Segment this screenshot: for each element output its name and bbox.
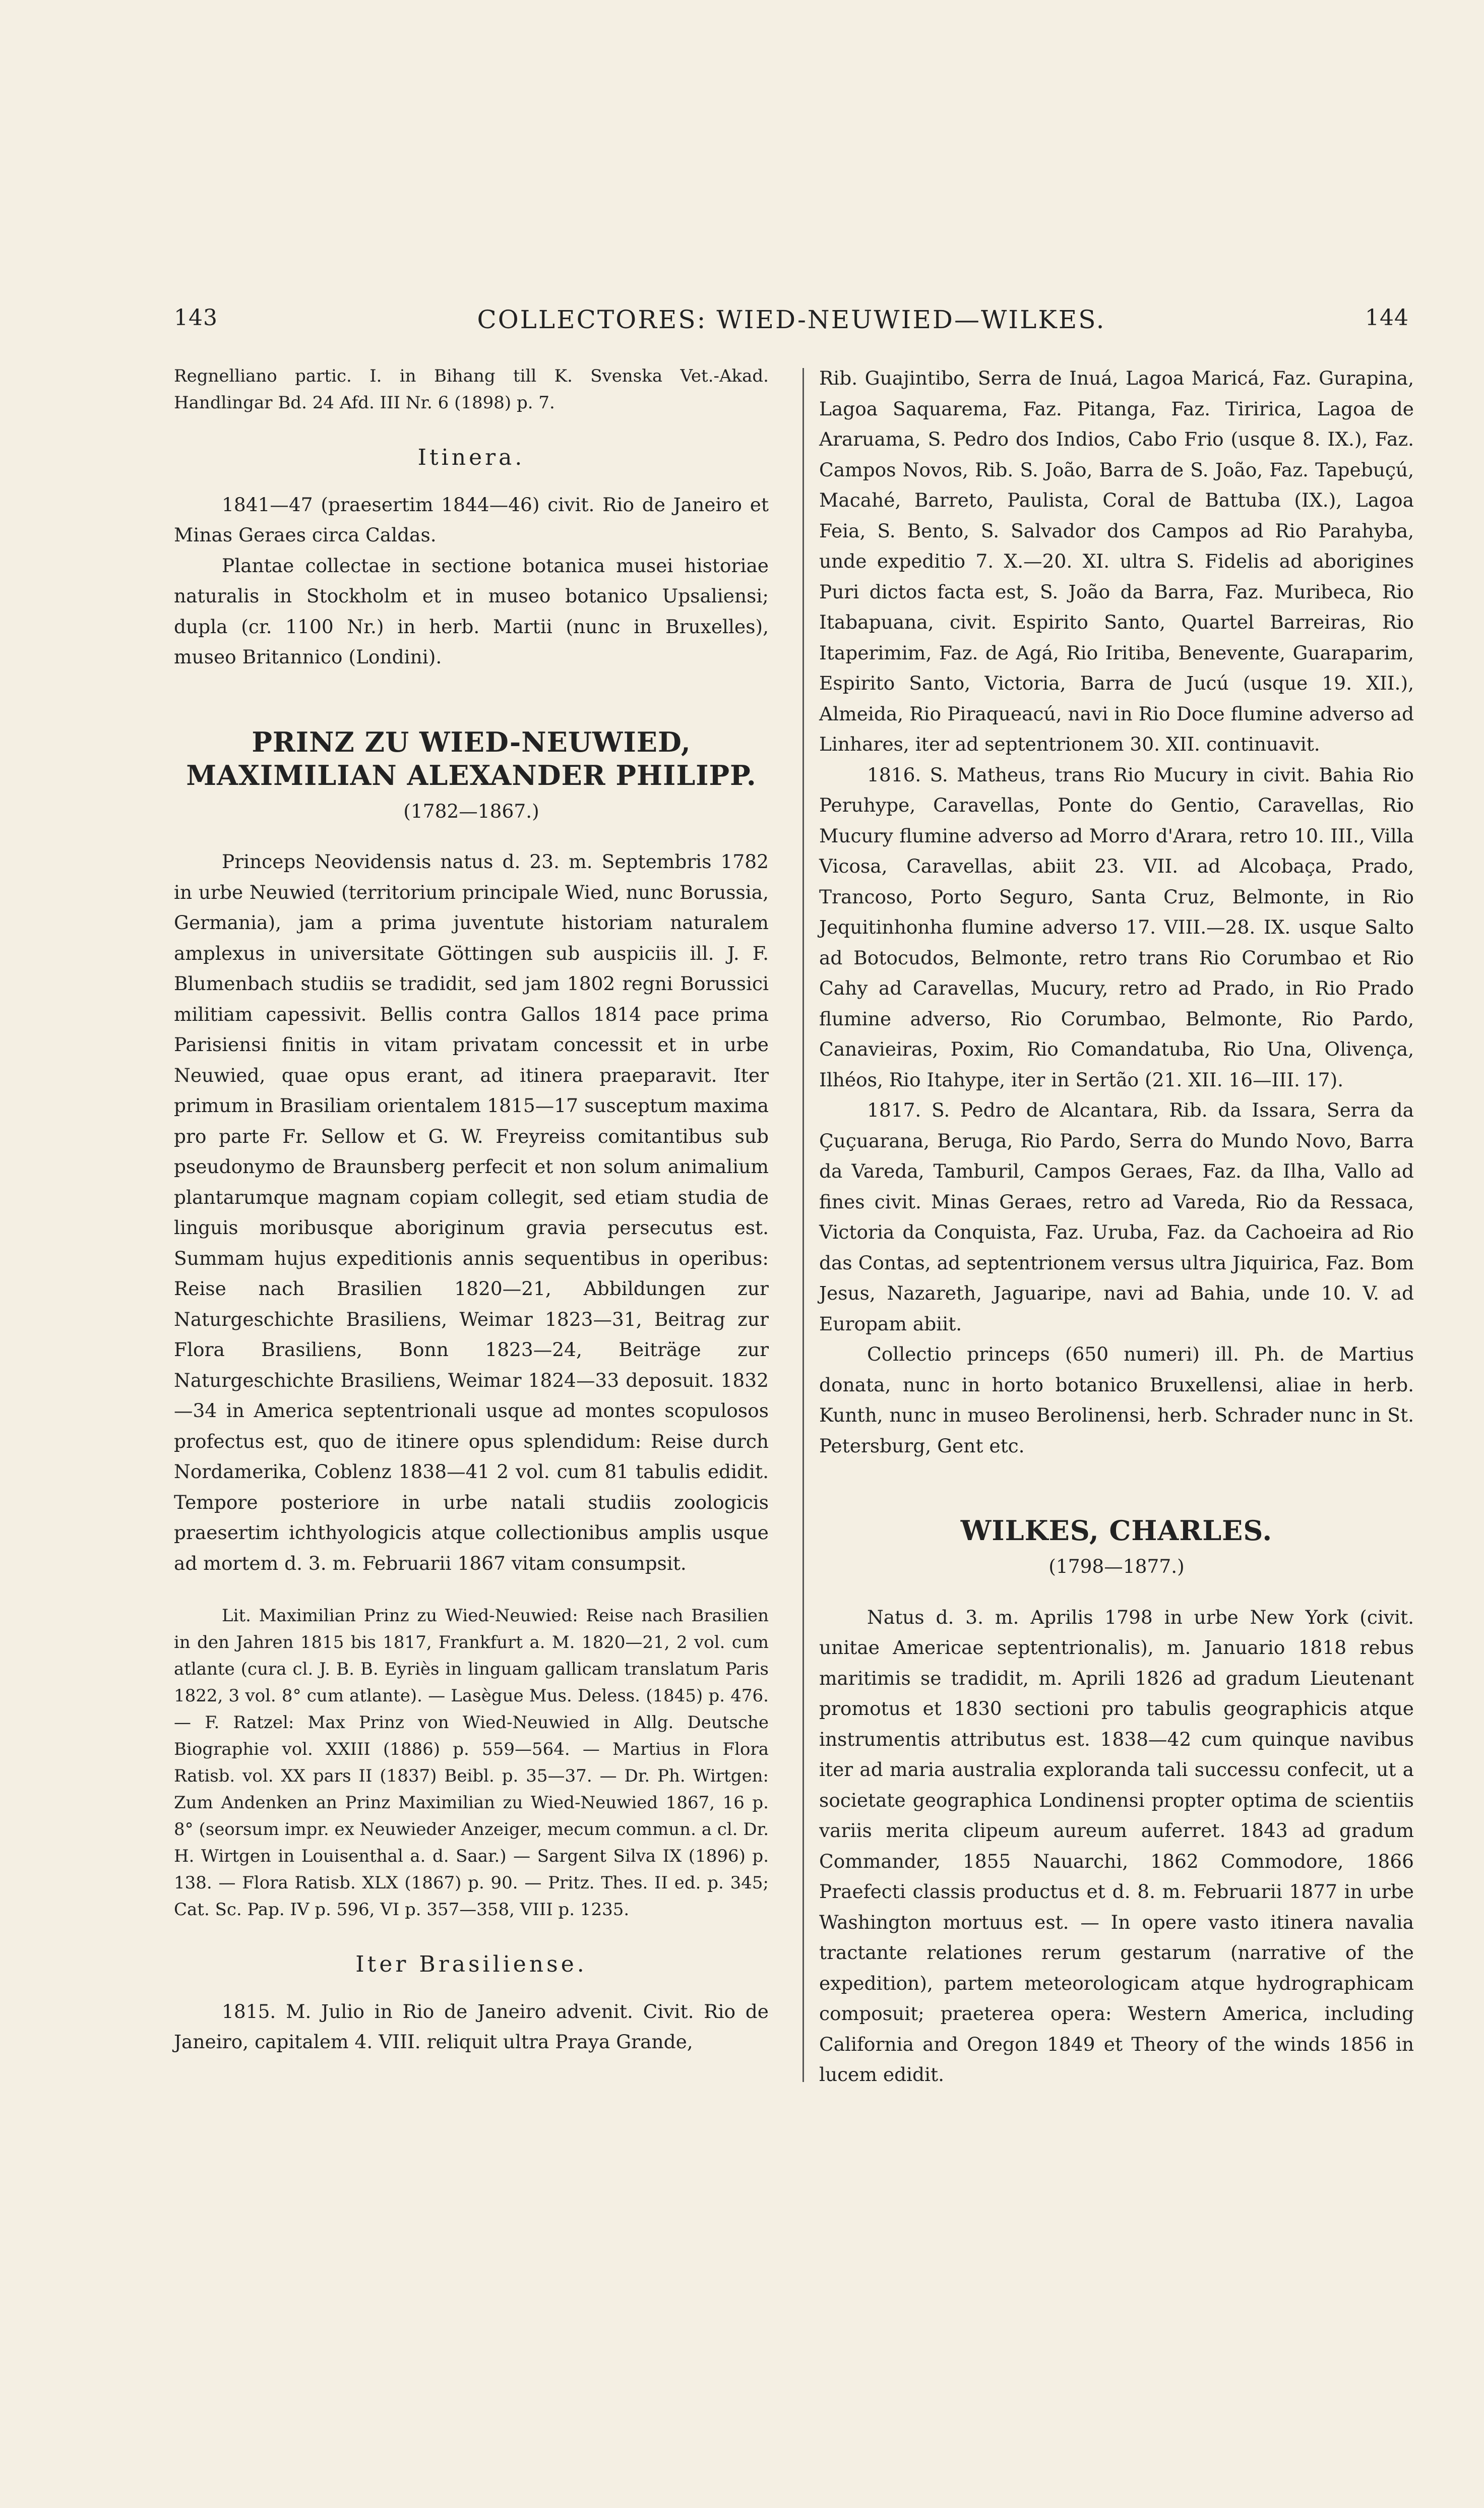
wied-section-title: PRINZ ZU WIED-NEUWIED, MAXIMILIAN ALEXANDER PHILIPP. bbox=[186, 725, 757, 791]
running-title: COLLECTORES: WIED-NEUWIED—WILKES. bbox=[477, 305, 1106, 334]
iter-1816: 1816. S. Matheus, trans Rio Mucury in civit. Bahia Rio Peruhype, Caravellas, Ponte do Gentio, Caravellas, Rio Mucury flumine adverso ad Morro d'Arara, retro 10. III., Villa Vicosa, Caravellas, abiit 23. VII. ad Alcobaça, Prado, Trancoso, Porto Seguro, Santa Cruz, Belmonte, in Rio Jequitinhonha flumine adverso 17. VIII.—28. IX. usque Salto ad Botocudos, Belmonte, retro trans Rio Corumbao et Rio Cahy ad Caravellas, Mucury, retro ad Prado, in Rio Prado flumine adverso, Rio Corumbao, Belmonte, Rio Pardo, Canavieiras, Poxim, Rio Comandatuba, Rio Una, Olivença, Ilhéos, Rio Itahype, iter in Sertão (21. XII. 16—III. 17). bbox=[819, 763, 1414, 1091]
left-column bbox=[174, 363, 769, 2057]
wied-biography: Princeps Neovidensis natus d. 23. m. Septembris 1782 in urbe Neuwied (territorium principale Wied, nunc Borussia, Germania), jam a prima juventute historiam naturalem amplexus in universitate Göttingen sub auspiciis ill. J. F. Blumenbach studiis se tradidit, sed jam 1802 regni Borussici militiam capessivit. Bellis contra Gallos 1814 pace prima Parisiensi finitis in vitam privatam concessit et in urbe Neuwied, quae opus erant, ad itinera praeparavit. Iter primum in Brasiliam orientalem 1815—17 susceptum maxima pro parte Fr. Sellow et G. W. Freyreiss comitantibus sub pseudonymo de Braunsberg perfecit et non solum animalium plantarumque magnam copiam collegit, sed etiam studia de linguis moribusque aboriginum gravia persecutus est. Summam hujus expeditionis annis sequentibus in operibus: Reise nach Brasilien 1820—21, Abbildungen zur Naturgeschichte Brasiliens, Weimar 1823—31, Beitrag zur Flora Brasiliens, Bonn 1823—24, Beiträge zur Naturgeschichte Brasiliens, Weimar 1824—33 deposuit. 1832—34 in America septentrionali usque ad montes scopulosos profectus est, quo de itinere opus splendidum: Reise durch Nordamerika, Coblenz 1838—41 2 vol. cum 81 tabulis edidit. Tempore posteriore in urbe natali studiis zoologicis praesertim ichthyologicis atque collectionibus amplis usque ad mortem d. 3. m. Februarii 1867 vitam consumpsit. bbox=[174, 850, 769, 1574]
wied-literature: Lit. Maximilian Prinz zu Wied-Neuwied: Reise nach Brasilien in den Jahren 1815 bis 1817, Frankfurt a. M. 1820—21, 2 vol. cum atlante (cura cl. J. B. B. Eyriès in linguam gallicam translatum Paris 1822, 3 vol. 8° cum atlante). — Lasègue Mus. Deless. (1845) p. 476. — F. Ratzel: Max Prinz von Wied-Neuwied in Allg. Deutsche Biographie vol. XXIII (1886) p. 559—564. — Martius in Flora Ratisb. vol. XX pars II (1837) Beibl. p. 35—37. — Dr. Ph. Wirtgen: Zum Andenken an Prinz Maximilian zu Wied-Neuwied 1867, 16 p. 8° (seorsum impr. ex Neuwieder Anzeiger, mecum commun. a cl. Dr. H. Wirtgen in Louisenthal a. d. Saar.) — Sargent Silva IX (1896) p. 138. — Flora Ratisb. XLX (1867) p. 90. — Pritz. Thes. II ed. p. 345; Cat. Sc. Pap. IV p. 596, VI p. 357—358, VIII p. 1235. bbox=[174, 1606, 769, 1920]
itinera-heading: Itinera. bbox=[417, 445, 525, 470]
wilkes-dates: (1798—1877.) bbox=[1048, 1555, 1185, 1577]
itinera-paragraph-1: 1841—47 (praesertim 1844—46) civit. Rio de Janeiro et Minas Geraes circa Caldas. bbox=[174, 493, 769, 546]
iter-continuation: Rib. Guajintibo, Serra de Inuá, Lagoa Maricá, Faz. Gurapina, Lagoa Saquarema, Faz. Pitanga, Faz. Tiririca, Lagoa de Araruama, S. Pedro dos Indios, Cabo Frio (usque 8. IX.), Faz. Campos Novos, Rib. S. João, Barra de S. João, Faz. Tapebuçú, Macahé, Barreto, Paulista, Coral de Battuba (IX.), Lagoa Feia, S. Bento, S. Salvador dos Campos ad Rio Parahyba, unde expeditio 7. X.—20. XI. ultra S. Fidelis ad aborigines Puri dictos facta est, S. João da Barra, Faz. Muribeca, Rio Itabapuana, civit. Espirito Santo, Quartel Barreiras, Rio Itaperimim, Faz. de Agá, Rio Iritiba, Benevente, Guaraparim, Espirito Santo, Victoria, Barra de Jucú (usque 19. XII.), Almeida, Rio Piraqueacú, navi in Rio Doce flumine adverso ad Linhares, iter ad septentrionem 30. XII. continuavit. bbox=[819, 367, 1414, 755]
iter-heading: Iter Brasiliense. bbox=[355, 1951, 587, 1977]
itinera-paragraph-2: Plantae collectae in sectione botanica musei historiae naturalis in Stockholm et in museo botanico Upsaliensi; dupla (cr. 1100 Nr.) in herb. Martii (nunc in Bruxelles), museo Britannico (Londini). bbox=[174, 554, 769, 668]
page-number-left: 143 bbox=[174, 305, 218, 331]
iter-1815: 1815. M. Julio in Rio de Janeiro advenit. Civit. Rio de Janeiro, capitalem 4. VIII. reliquit ultra Praya Grande, bbox=[174, 2000, 769, 2053]
wied-dates: (1782—1867.) bbox=[403, 800, 539, 822]
wilkes-section-title: WILKES, CHARLES. bbox=[960, 1514, 1273, 1547]
right-column bbox=[819, 363, 1414, 2090]
iter-1817: 1817. S. Pedro de Alcantara, Rib. da Issara, Serra da Çuçuarana, Beruga, Rio Pardo, Serra do Mundo Novo, Barra da Vareda, Tamburil, Campos Geraes, Faz. da Ilha, Vallo ad fines civit. Minas Geraes, retro ad Vareda, Rio da Ressaca, Victoria da Conquista, Faz. Uruba, Faz. da Cachoeira ad Rio das Contas, ad septentrionem versus ultra Jiquirica, Faz. Bom Jesus, Nazareth, Jaguaripe, navi ad Bahia, unde 10. V. ad Europam abiit. bbox=[819, 1099, 1414, 1335]
running-header bbox=[174, 305, 1409, 345]
column-divider bbox=[802, 368, 804, 2082]
wilkes-biography: Natus d. 3. m. Aprilis 1798 in urbe New York (civit. unitae Americae septentrionalis), m. Januario 1818 rebus maritimis se tradidit, m. Aprili 1826 ad gradum Lieutenant promotus et 1830 sectioni pro tabulis geographicis atque instrumentis attributus est. 1838—42 cum quinque navibus iter ad maria australia exploranda tali successu confecit, ut a societate geographica Londinensi propter optima de scientiis variis merita clipeum aureum auferret. 1843 ad gradum Commander, 1855 Nauarchi, 1862 Commodore, 1866 Praefecti classis productus et d. 8. m. Februarii 1877 in urbe Washington mortuus est. — In opere vasto itinera navalia tractante relationes rerum gestarum (narrative of the expedition), partem meteorologicam atque hydrographicam composuit; praeterea opera: Western America, including California and Oregon 1849 et Theory of the winds 1856 in lucem edidit. bbox=[819, 1606, 1414, 2086]
intro-citation: Regnelliano partic. I. in Bihang till K. Svenska Vet.-Akad. Handlingar Bd. 24 Afd. III Nr. 6 (1898) p. 7. bbox=[174, 366, 769, 413]
collectio-paragraph: Collectio princeps (650 numeri) ill. Ph. de Martius donata, nunc in horto botanico Bruxellensi, aliae in herb. Kunth, nunc in museo Berolinensi, herb. Schrader nunc in St. Petersburg, Gent etc. bbox=[819, 1343, 1414, 1457]
page-number-right: 144 bbox=[1365, 305, 1409, 331]
